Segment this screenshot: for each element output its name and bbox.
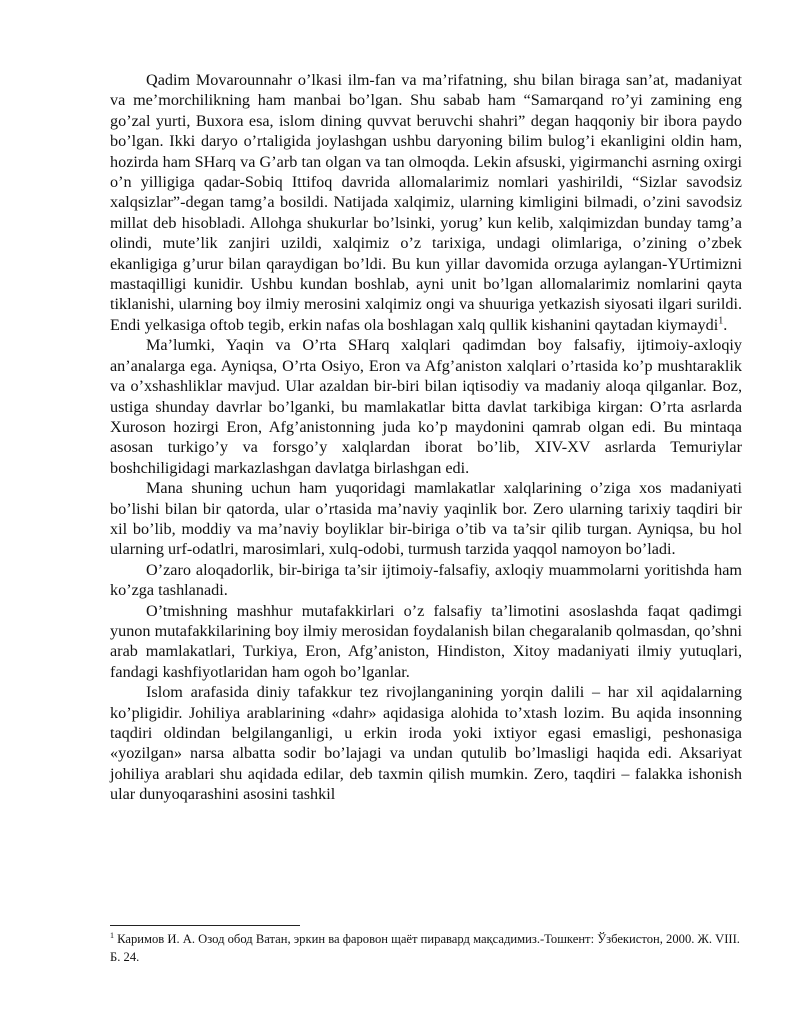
paragraph-1-end: .: [723, 315, 728, 334]
paragraph-5: O’tmishning mashhur mutafakkirlari o’z falsafiy ta’limotini asoslashda faqat qadimgi yunon mutafakkilarining boy ilmiy merosidan foydalanish bilan chegaralanib qolmasdan, qo’shni arab mamlakatlari, Turkiya, Eron, Afg’aniston, Hindiston, Xitoy madaniyati ilmiy yutuqlari, fandagi kashfiyotlaridan ham ogoh bo’lganlar.: [110, 601, 742, 681]
document-body: [110, 70, 742, 805]
footnote-number: 1: [110, 930, 114, 940]
paragraph-2: Ma’lumki, Yaqin va O’rta SHarq xalqlari qadimdan boy falsafiy, ijtimoiy-axloqiy an’analarga ega. Ayniqsa, O’rta Osiyo, Eron va Afg’aniston xalqlari o’rtasida ko’p mushtaraklik va o’xshashliklar mavjud. Ular azaldan bir-biri bilan iqtisodiy va madaniy aloqa qilganlar. Boz, ustiga shunday davrlar bo’lganki, bu mamlakatlar bitta davlat tarkibiga kirgan: O’rta asrlarda Xuroson hozirgi Eron, Afg’anistonning juda ko’p maydonini qamrab olgan edi. Bu mintaqa asosan turkigo’y va forsgo’y xalqlardan iborat bo’lib, XIV-XV asrlarda Temuriylar boshchiligidagi markazlashgan davlatga birlashgan edi.: [110, 336, 742, 477]
paragraph-6: Islom arafasida diniy tafakkur tez rivojlanganining yorqin dalili – har xil aqidalarning ko’pligidir. Johiliya arablarining «dahr» aqidasiga alohida to’xtash lozim. Bu aqida insonning taqdiri oldindan belgilanganligi, u erkin iroda yoki ixtiyor egasi emasligi, peshonasiga «yozilgan» narsa albatta sodir bo’lajagi va undan qutulib bo’lmasligi haqida edi. Aksariyat johiliya arablari shu aqidada edilar, deb taxmin qilish mumkin. Zero, taqdiri – falakka ishonish ular dunyoqarashini asosini tashkil: [110, 683, 742, 804]
paragraph-3: Mana shuning uchun ham yuqoridagi mamlakatlar xalqlarining o’ziga xos madaniyati bo’lishi bilan bir qatorda, ular o’rtasida ma’naviy yaqinlik bor. Zero ularning tarixiy taqdiri bir xil bo’lib, moddiy va ma’naviy boyliklar bir-biriga o’tib va ta’sir qilib turgan. Ayniqsa, bu hol ularning urf-odatlri, marosimlari, xulq-odobi, turmush tarzida yaqqol namoyon bo’ladi.: [110, 479, 742, 559]
paragraph-1: [110, 70, 742, 335]
footnote-separator: [110, 925, 300, 926]
paragraph-4: O’zaro aloqadorlik, bir-biriga ta’sir ijtimoiy-falsafiy, axloqiy muammolarni yoritishda ham ko’zga tashlanadi.: [110, 560, 742, 600]
footnote: [110, 930, 742, 966]
footnote-text: Каримов И. А. Озод обод Ватан, эркин ва фаровон щаёт пиравард мақсадимиз.-Тошкент: Ўзбекистон, 2000. Ж. VIII. Б. 24.: [110, 932, 740, 964]
footnote-reference[interactable]: 1: [718, 315, 724, 327]
paragraph-1-text: Qadim Movarounnahr o’lkasi ilm-fan va ma’rifatning, shu bilan biraga san’at, madaniyat va me’morchilikning ham manbai bo’lgan. Shu sabab ham “Samarqand ro’yi zamining eng go’zal yurti, Buxora esa, islom dining quvvat beruvchi shahri” degan haqqoniy bir ibora paydo bo’lgan. Ikki daryo o’rtaligida joylashgan ushbu daryoning bilim bulog’i ekanligini oldin ham, hozirda ham SHarq va G’arb tan olgan va tan olmoqda. Lekin afsuski, yigirmanchi asrning oxirgi o’n yilligiga qadar-Sobiq Ittifoq davrida allomalarimiz nomlari yashirildi, “Sizlar savodsiz xalqsizlar”-degan tamg’a bosildi. Natijada xalqimiz, ularning kimligini bilmadi, o’zini savodsiz millat deb hisobladi. Allohga shukurlar bo’lsinki, yorug’ kun kelib, xalqimizdan bunday tamg’a olindi, mute’lik zanjiri uzildi, xalqimiz o’z tarixiga, undagi olimlariga, o’zining o’zbek ekanligiga g’urur bilan qaraydigan bo’ldi. Bu kun yillar davomida orzuga aylangan-YUrtimizni mastaqilligi kunidir. Ushbu kundan boshlab, ayni unit bo’lgan allomalarimiz nomlarini qayta tiklanishi, ularning boy ilmiy merosini xalqimiz ongi va shuuriga yetkazish siyosati ilgari surildi. Endi yelkasiga oftob tegib, erkin nafas ola boshlagan xalq qullik kishanini qaytadan kiymaydi: [110, 71, 742, 334]
